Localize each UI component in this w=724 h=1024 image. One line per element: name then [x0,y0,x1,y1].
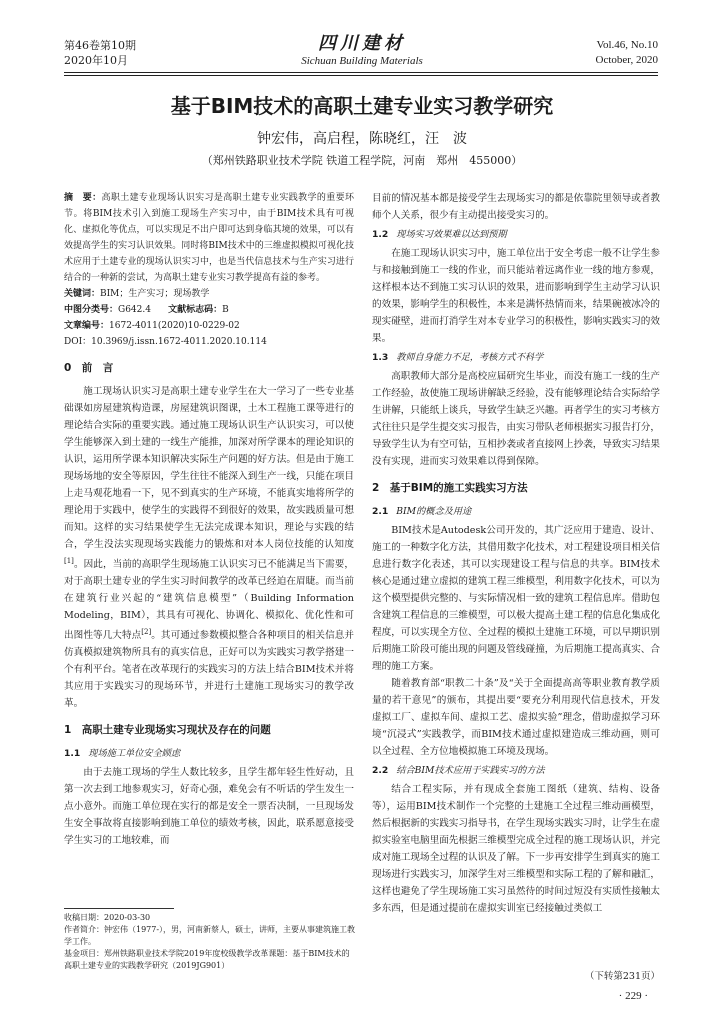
citation-1: [1] [64,557,74,565]
footnote-fund: 基金项目：郑州铁路职业技术学院2019年度校级教学改革课题：基于BIM技术的高职土建专业的实践教学研究（2019JG901） [64,949,350,970]
section-1-heading: 1 高职土建专业现场实习现状及存在的问题 [64,724,271,737]
doc-code-value: B [222,305,229,315]
section-2-heading: 2 基于BIM的施工实践实习方法 [372,482,528,494]
abstract-text: 高职土建专业现场认识实习是高职土建专业实践教学的重要环节。将BIM技术引入到施工现场生产实习中，由于BIM技术具有可视化、虚拟化等优点，可以实现足不出户即可达到身临其境的效果，可以有效提高学生的实习认识效果。同时将BIM技术中的三维虚拟模拟可视化技术应用于土建专业的现场认识实习中，也是当代信息技术与生产实习进行结合的一种新的尝试，为高职土建专业实习教学提高有益的参考。 [64,193,354,283]
paragraph-2-2: 结合工程实际，并有现成全套施工图纸（建筑、结构、设备等），运用BIM技术制作一个完整的土建施工全过程三维动画模型，然后根据新的实践实习指导书，在学生现场实践实习时，让学生在虚拟实验室电脑里面先根据三维模型完成全过程的施工现场认识，并完成对施工现场全过程的认识及了解。下一步再安排学生到真实的施工现场进行实践实习，加深学生对三维模型和实际工程的了解和融汇，这样也避免了学生现场施工实习虽然待的时间过短没有实质性接触太多东西，但是通过提前在虚拟实训室已经接触过类似工 [372,784,660,914]
paragraph-1-2: 在施工现场认识实习中，施工单位出于安全考虑一般不让学生参与和接触到施工一线的作业，而只能站着远离作业一线的地方参观，这样根本达不到施工实习认识的效果，进而影响到学生主动学习认识的效果，影响学生的积极性，本来是满怀热情而来，结果碗被冰冷的现实碰壁，进而打消学生对本专业学习的积极性，影响实践实习的效果。 [372,248,660,344]
page-number: · 229 · [618,990,648,1002]
journal-name-cn: 四川建材 [318,33,406,54]
intro-text-3: 。其可通过参数模拟整合各种项目的相关信息并仿真模拟建筑物所具有的真实信息，正好可以为实践实习教学搭建一个有利平台。笔者在改革现行的实践实习的方法上结合BIM技术并将其应用于实践实习的现场环节，并进行土建施工现场实习的教学改革。 [64,630,355,710]
subsection-2-2 [372,762,660,779]
footnote-author: 作者简介：钟宏伟（1977-），男，河南新蔡人，硕士，讲师，主要从事建筑施工教学工作。 [64,925,356,946]
keywords-text: BIM；生产实习；现场教学 [100,289,210,299]
paragraph-2-1: BIM技术是Autodesk公司开发的，其广泛应用于建造、设计、施工的一种数字化方法，其借用数字化技术，对工程建设项目相关信息进行数字化表述，其可以实现建设工程与信息的共享。BIM技术核心是通过建立虚拟的建筑工程三维模型，利用数字化技术，可以为这个模型提供完整的、与实际情况相一致的建筑工程信息库。借助包含建筑工程信息的三维模型，可以极大提高土建工程的信息化集成化程度，可以实现全方位、全过程的模拟土建施工环境，可以早期识别后期施工阶段可能出现的问题及管线碰撞，为后期施工提高真实、合理的施工方案。 [372,525,660,672]
subsection-2-1-number: 2.1 [372,506,389,517]
volume-en: Vol.46, No.10 [596,39,658,51]
citation-2: [2] [141,628,152,637]
subsection-1-3-title: 教师自身能力不足，考核方式不科学 [396,352,544,363]
paragraph-2-1b: 随着教育部“职教二十条”及“关于全面提高高等职业教育教学质量的若干意见”的颁布，其提出要“要充分利用现代信息技术，开发虚拟工厂、虚拟车间、虚拟工艺、虚拟实验”理念，借助虚拟学习环境“沉浸式”实践教学，而BIM技术通过虚拟建造成三维动画，则可以全过程、全方位地模拟施工环境及现场。 [372,678,660,757]
header-rule-thick [64,72,658,73]
header-right [596,38,659,68]
date-cn: 2020年10月 [64,54,128,67]
intro-text-1: 施工现场认识实习是高职土建专业学生在大一学习了一些专业基础课如房屋建筑构造课，房屋建筑识图课，土木工程施工课等进行的理论结合实际的重要实践。通过施工现场认识生产认识实习，可以使学生能够深入到土建的一线生产能推，加深对所学课本的理论知识的认识，运用所学课本知识解决实际生产问题的好方法。但是由于施工现场场地的安全等原因，学生往往不能深入到生产一线，只能在项目上走马观花地看一下，见不到真实的生产环境，不能真实地将所学的理论用于实践中，使学生的实践得不到很好的效果，故实践质量可想而知。这样的实习结果使学生无法完成课本知识，理论与实践的结合，学生没法实现现场实践能力的锻炼和对本人岗位技能的认知度 [64,386,354,550]
doi: DOI：10.3969/j.issn.1672-4011.2020.10.114 [64,337,267,347]
footnote-divider [64,908,174,909]
paper-title: 基于BIM技术的高职土建专业实习教学研究 [170,94,554,118]
subsection-2-2-number: 2.2 [372,765,389,776]
intro-paragraph [64,383,354,712]
footnote-received: 收稿日期：2020-03-30 [64,913,151,922]
page-header [0,0,724,84]
subsection-1-3-number: 1.3 [372,352,389,363]
date-en: October, 2020 [595,54,658,66]
volume-cn: 第46卷第10期 [64,39,136,52]
left-column [64,190,354,849]
continued-note: （下转第231页） [584,971,660,982]
abstract-label: 摘 要： [64,193,102,203]
subsection-1-2 [372,226,660,243]
subsection-1-3 [372,349,660,366]
section-0-heading: 0 前 言 [64,362,114,374]
classification [64,302,354,318]
journal-name-en: Sichuan Building Materials [301,55,423,67]
subsection-1-1-number: 1.1 [64,748,81,760]
subsection-2-2-title: 结合BIM技术应用于实践实习的方法 [396,765,545,776]
paragraph-1-1-cont: 目前的情况基本都是接受学生去现场实习的都是依靠院里领导或者教师个人关系，很少有主动提出接受实习的。 [372,193,660,221]
subsection-1-1-title: 现场施工单位安全顾虑 [88,748,181,760]
subsection-2-1-title: BIM的概念及用途 [396,506,472,517]
article-label: 文章编号： [64,321,110,331]
keywords [64,286,354,302]
keywords-label: 关键词： [64,289,101,299]
header-rule-thin [64,75,658,76]
paragraph-1-1: 由于去施工现场的学生人数比较多，且学生都年轻生性好动，且第一次去到工地参观实习，好奇心强，难免会有不听话的学生发生一点小意外。而施工单位现在实行的都是安全一票否决制，一旦现场发生安全事故将直接影响到施工单位的绩效考核，因此，联系愿意接受学生实习的工地较难，而 [64,767,354,847]
subsection-2-1 [372,503,660,520]
subsection-1-2-number: 1.2 [372,229,389,240]
paper-affiliation: （郑州铁路职业技术学院 铁道工程学院，河南 郑州 455000） [201,154,523,167]
intro-text-2: 。因此，当前的高职学生现场施工认识实习已不能满足当下需要，对于高职土建专业的学生实习时间教学的改革已经迫在眉睫。而当前在建筑行业兴起的“建筑信息模型”（Building Information Modeling，BIM），其具有可视化、协调化、模拟化、优化性和可出图性等几大特点 [64,559,354,642]
doc-code-label: 文献标志码： [168,305,223,315]
footnotes [64,912,356,972]
subsection-1-2-title: 现场实习效果难以达到预期 [396,229,507,240]
clc-label: 中图分类号： [64,305,119,315]
subsection-1-1 [64,745,354,762]
right-column [372,190,660,917]
article-number [64,318,354,334]
article-value: 1672-4011(2020)10-0229-02 [109,321,240,331]
abstract [64,190,354,286]
clc-value: G642.4 [118,305,151,315]
paragraph-1-3: 高职教师大部分是高校应届研究生毕业，而没有施工一线的生产工作经验，故使施工现场讲解缺乏经验，没有能够理论结合实际给学生讲解，只能纸上谈兵，导致学生缺乏兴趣。再者学生的实习考核方式往往只是学生提交实习报告，由实习带队老师根据实习报告打分，导致学生认为有空可钻，互相抄袭或者直接网上抄袭，导致实习结果没有实现，进而实习效果难以得到保障。 [372,371,660,467]
paper-authors: 钟宏伟，高启程，陈晓红，汪 波 [257,131,467,147]
